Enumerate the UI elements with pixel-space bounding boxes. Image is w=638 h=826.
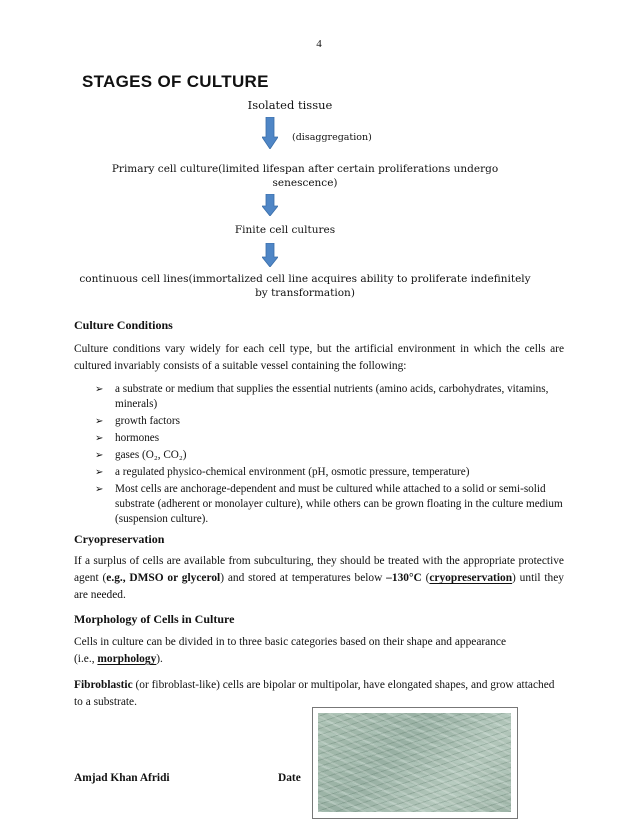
cryopreservation-link[interactable]: cryopreservation xyxy=(429,572,513,584)
flow-primary-line2: senescence) xyxy=(272,177,338,189)
down-arrow-icon xyxy=(262,194,278,216)
fibroblastic-paragraph: Fibroblastic (or fibroblast-like) cells are bipolar or multipolar, have elongated shapes, and grow attached to a substrate. xyxy=(74,679,555,708)
list-item: ➢ a substrate or medium that supplies the essential nutrients (amino acids, carbohydrates, vitamins, minerals) xyxy=(95,383,549,410)
list-item: ➢ growth factors xyxy=(95,415,180,427)
conditions-list xyxy=(95,382,563,529)
footer-author: Amjad Khan Afridi xyxy=(74,772,170,784)
flow-continuous-line1: continuous cell lines(immortalized cell line acquires ability to proliferate indefinitely xyxy=(79,273,531,285)
stages-title: STAGES OF CULTURE xyxy=(82,72,269,91)
cryopreservation-paragraph: If a surplus of cells are available from subculturing, they should be treated with the appropriate protective agent (e.g., DMSO or glycerol) and stored at temperatures below –130°C (cryopreservation) until they are needed. xyxy=(74,555,565,601)
morphology-heading: Morphology of Cells in Culture xyxy=(74,612,235,626)
flow-disaggregation: (disaggregation) xyxy=(292,132,372,143)
arrow-bullet-icon: ➢ xyxy=(95,416,104,427)
arrow-bullet-icon: ➢ xyxy=(95,484,104,495)
flow-finite: Finite cell cultures xyxy=(234,224,336,236)
footer-date: Date xyxy=(278,772,301,784)
arrow-bullet-icon: ➢ xyxy=(95,450,104,461)
list-item: ➢ Most cells are anchorage-dependent and must be cultured while attached to a solid or semi-solid substrate (adherent or monolayer culture), while others can be grown floating in the culture medium (suspension culture). xyxy=(95,483,563,525)
arrow-bullet-icon: ➢ xyxy=(95,433,104,444)
arrow-bullet-icon: ➢ xyxy=(95,467,104,478)
flow-isolated-tissue: Isolated tissue xyxy=(247,98,333,112)
fibroblast-micrograph xyxy=(312,707,518,819)
flow-continuous-line2: by transformation) xyxy=(255,287,355,299)
list-item: ➢ a regulated physico-chemical environment (pH, osmotic pressure, temperature) xyxy=(95,466,470,478)
down-arrow-icon xyxy=(262,243,278,267)
culture-conditions-heading: Culture Conditions xyxy=(74,318,173,332)
page-number: 4 xyxy=(316,38,322,50)
arrow-bullet-icon: ➢ xyxy=(95,384,104,395)
morphology-link[interactable]: morphology xyxy=(97,653,157,665)
list-item: ➢ hormones xyxy=(95,432,160,444)
flow-primary-line1: Primary cell culture(limited lifespan after certain proliferations undergo xyxy=(111,163,499,175)
culture-conditions-intro: Culture conditions vary widely for each cell type, but the artificial environment in which the cells are cultured invariably consists of a suitable vessel containing the following: xyxy=(74,343,564,372)
cryopreservation-heading: Cryopreservation xyxy=(74,532,165,546)
down-arrow-icon xyxy=(262,117,278,149)
morphology-paragraph: Cells in culture can be divided in to three basic categories based on their shape and appearance (i.e., morphology). xyxy=(74,636,507,665)
fibroblast-cells-image xyxy=(318,713,511,812)
list-item: ➢ gases (O₂, CO₂) xyxy=(95,449,187,461)
